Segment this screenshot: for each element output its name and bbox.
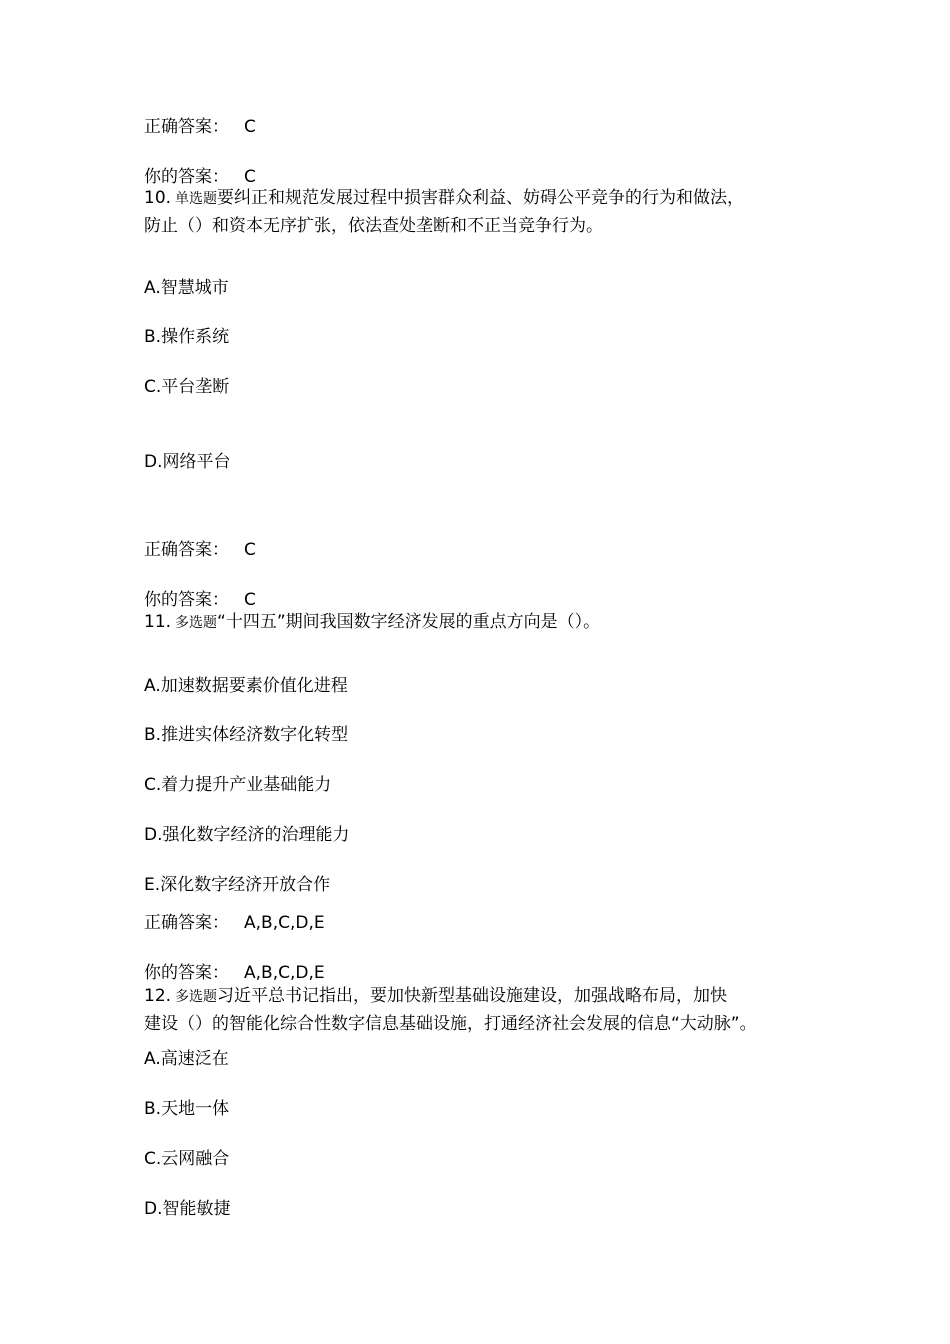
question-text: 建设（）的智能化综合性数字信息基础设施，打通经济社会发展的信息“大动脉”。 [144, 1014, 757, 1034]
question-text: 习近平总书记指出，要加快新型基础设施建设，加强战略布局，加快 [217, 986, 728, 1006]
option-d: D.网络平台 [144, 452, 231, 472]
option-b: B.操作系统 [144, 327, 230, 347]
question-type: 多选题 [175, 989, 218, 1005]
question-type: 多选题 [175, 615, 218, 631]
correct-answer-row [144, 117, 256, 137]
correct-answer-value: A,B,C,D,E [244, 913, 325, 933]
your-answer-row [144, 167, 256, 187]
your-answer-value: C [244, 167, 256, 187]
question-12-line-2 [144, 1014, 757, 1034]
question-number: 10. [144, 188, 172, 208]
your-answer-value: C [244, 590, 256, 610]
your-answer-row [144, 963, 325, 983]
question-text: 要纠正和规范发展过程中损害群众利益、妨碍公平竞争的行为和做法， [217, 188, 745, 208]
correct-answer-value: C [244, 540, 256, 560]
correct-answer-row [144, 913, 325, 933]
correct-answer-value: C [244, 117, 256, 137]
option-d: D.智能敏捷 [144, 1199, 231, 1219]
question-10-line-1 [144, 188, 744, 209]
question-type: 单选题 [175, 191, 218, 207]
your-answer-label: 你的答案： [144, 963, 229, 983]
your-answer-value: A,B,C,D,E [244, 963, 325, 983]
option-c: C.云网融合 [144, 1149, 230, 1169]
correct-answer-label: 正确答案： [144, 540, 229, 560]
option-b: B.推进实体经济数字化转型 [144, 725, 349, 745]
question-10-line-2 [144, 216, 603, 236]
question-number: 11. [144, 612, 172, 632]
your-answer-label: 你的答案： [144, 590, 229, 610]
option-b: B.天地一体 [144, 1099, 230, 1119]
question-12-line-1 [144, 986, 727, 1007]
option-a: A.高速泛在 [144, 1049, 229, 1069]
option-c: C.着力提升产业基础能力 [144, 775, 332, 795]
option-a: A.智慧城市 [144, 278, 229, 298]
correct-answer-row [144, 540, 256, 560]
your-answer-row [144, 590, 256, 610]
question-number: 12. [144, 986, 172, 1006]
correct-answer-label: 正确答案： [144, 117, 229, 137]
question-text: “十四五”期间我国数字经济发展的重点方向是（）。 [217, 612, 601, 632]
question-11-line-1 [144, 612, 600, 633]
option-e: E.深化数字经济开放合作 [144, 875, 331, 895]
option-c: C.平台垄断 [144, 377, 230, 397]
option-a: A.加速数据要素价值化进程 [144, 676, 348, 696]
your-answer-label: 你的答案： [144, 167, 229, 187]
correct-answer-label: 正确答案： [144, 913, 229, 933]
question-text: 防止（）和资本无序扩张，依法查处垄断和不正当竞争行为。 [144, 216, 603, 236]
option-d: D.强化数字经济的治理能力 [144, 825, 350, 845]
